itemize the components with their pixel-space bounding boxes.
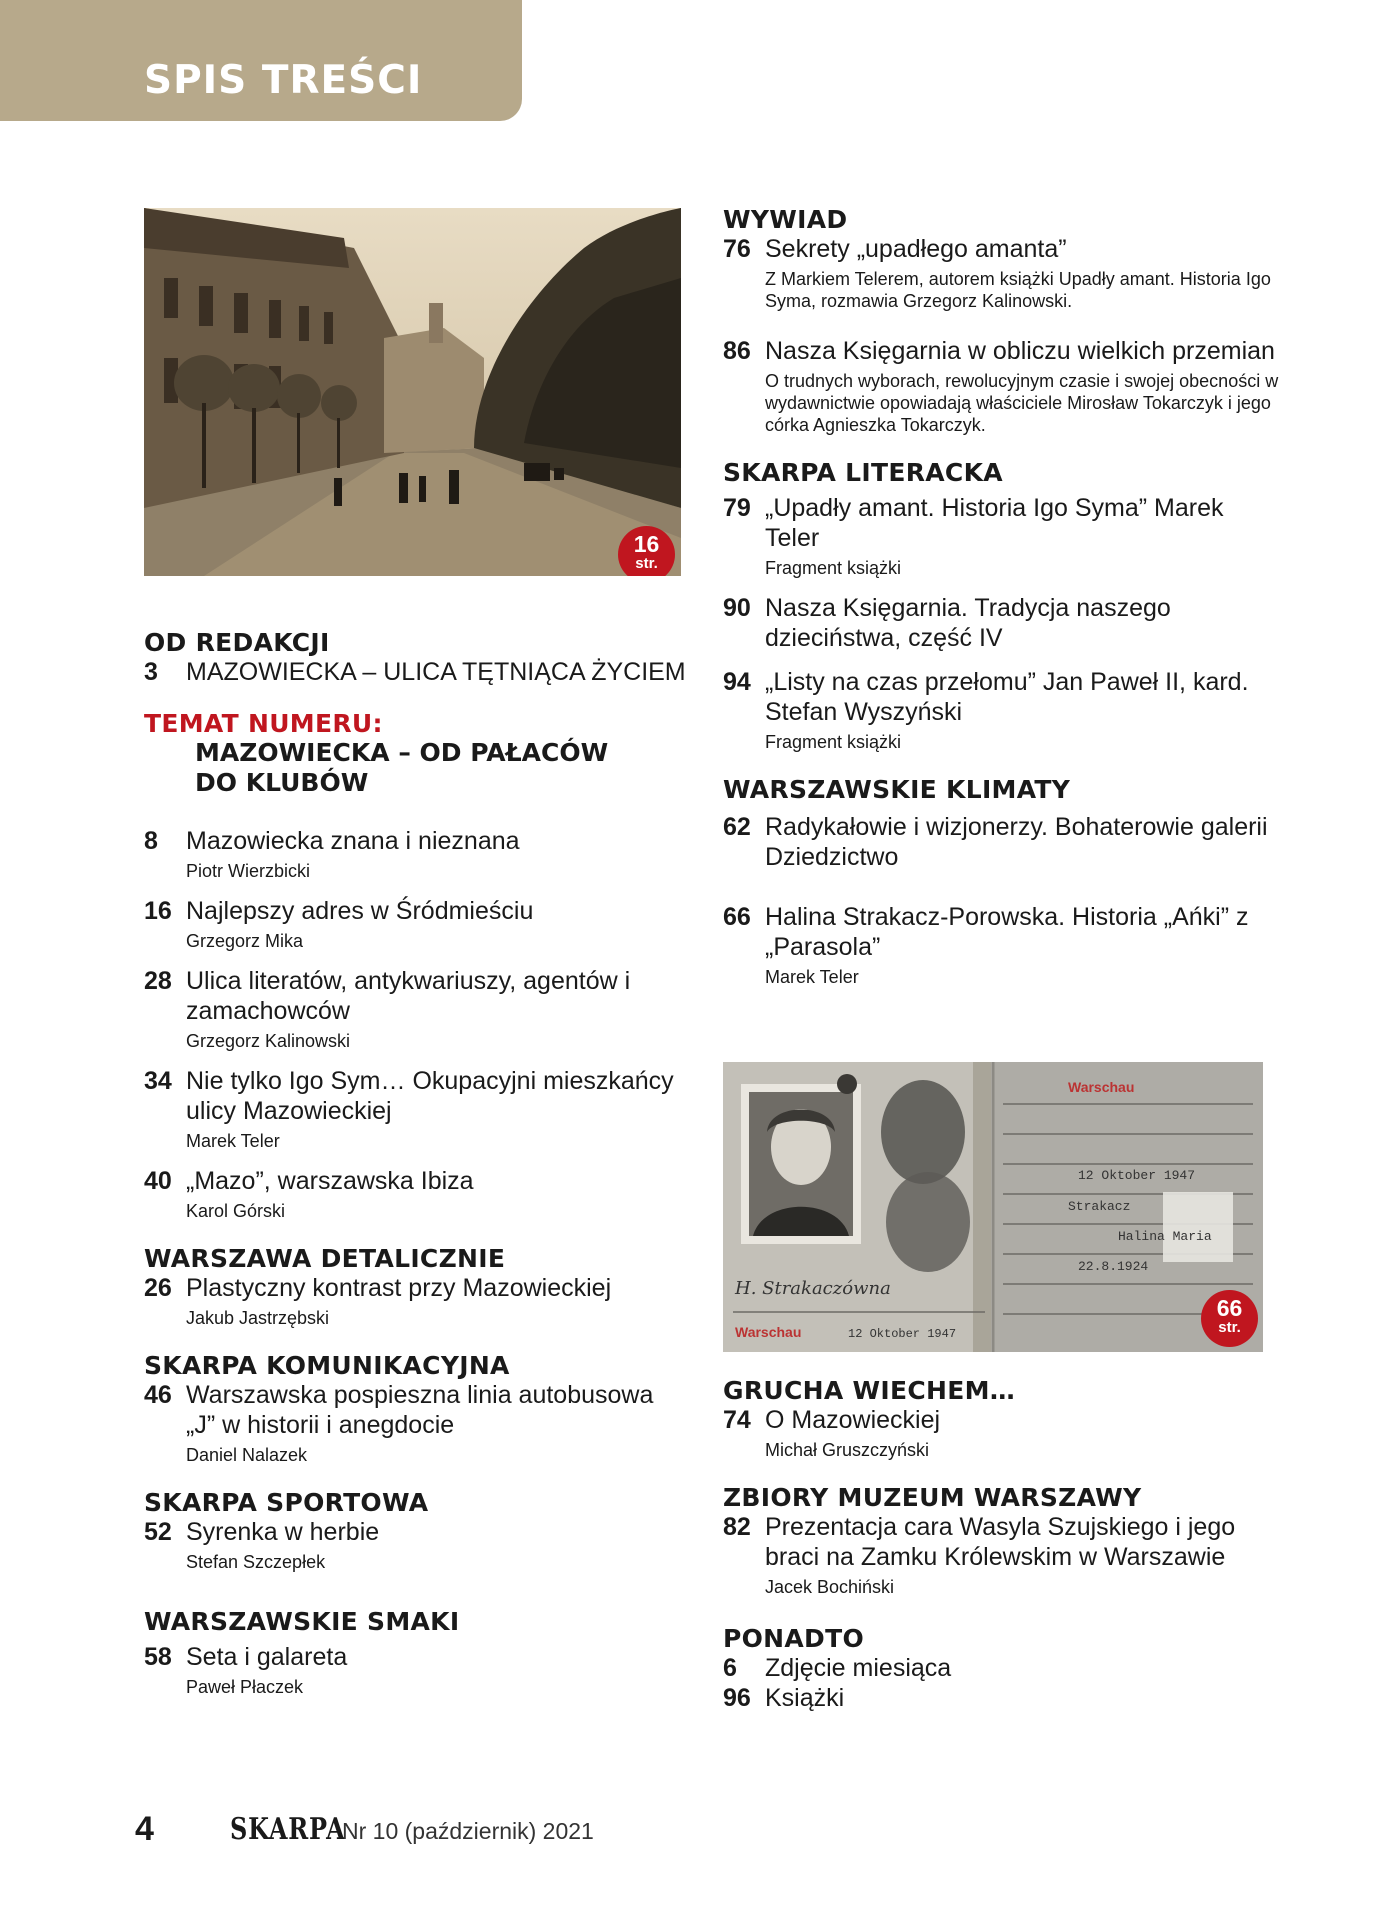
issue-info: Nr 10 (październik) 2021	[342, 1818, 594, 1844]
section-temat-numeru	[144, 709, 689, 1222]
entry-title: Warszawska pospieszna linia autobusowa „J” w historii i anegdocie	[186, 1381, 654, 1439]
doc-firstname: Halina Maria	[1118, 1229, 1212, 1244]
section-zbiory-muzeum	[723, 1483, 1283, 1598]
street-photo-image	[144, 208, 681, 576]
section-heading: WARSZAWA DETALICZNIE	[144, 1244, 506, 1273]
section-heading: PONADTO	[723, 1624, 865, 1653]
entry-page: 82	[723, 1513, 751, 1541]
section-ponadto	[723, 1624, 1283, 1713]
toc-entry[interactable]	[144, 966, 689, 1052]
entry-page: 28	[144, 967, 172, 995]
section-od-redakcji	[144, 628, 689, 687]
section-heading: SKARPA LITERACKA	[723, 458, 1003, 487]
entry-title: Nasza Księgarnia w obliczu wielkich przemian	[765, 337, 1275, 365]
id-document-image	[723, 1062, 1263, 1352]
entry-title: Prezentacja cara Wasyla Szujskiego i jego braci na Zamku Królewskim w Warszawie	[765, 1513, 1236, 1571]
section-warszawa-detalicznie	[144, 1244, 689, 1329]
toc-entry[interactable]	[144, 1517, 689, 1573]
section-wywiad	[723, 205, 1283, 436]
entry-author: Grzegorz Kalinowski	[186, 1031, 351, 1051]
entry-author: Paweł Płaczek	[186, 1677, 304, 1697]
toc-entry[interactable]	[723, 1683, 1283, 1713]
entry-title: Seta i galareta	[186, 1643, 348, 1671]
section-skarpa-sportowa	[144, 1488, 689, 1573]
toc-entry[interactable]	[723, 667, 1283, 753]
right-column-bottom	[723, 1376, 1283, 1713]
entry-title: Halina Strakacz-Porowska. Historia „Ańki” z „Parasola”	[765, 903, 1249, 961]
entry-title: Syrenka w herbie	[186, 1518, 380, 1546]
entry-title: Radykałowie i wizjonerzy. Bohaterowie galerii Dziedzictwo	[765, 813, 1268, 871]
entry-page: 52	[144, 1518, 172, 1546]
entry-page: 94	[723, 668, 751, 696]
section-subheading: DO KLUBÓW	[195, 768, 369, 797]
section-heading: SKARPA SPORTOWA	[144, 1488, 429, 1517]
entry-page: 46	[144, 1381, 172, 1409]
entry-author: Jakub Jastrzębski	[186, 1308, 330, 1328]
doc-date: 12 Oktober 1947	[1078, 1168, 1196, 1183]
section-grucha-wiechem	[723, 1376, 1283, 1461]
entry-description: Fragment książki	[765, 732, 902, 752]
entry-page: 40	[144, 1167, 172, 1195]
doc-surname: Strakacz	[1068, 1199, 1131, 1214]
section-heading: OD REDAKCJI	[144, 628, 330, 657]
entry-author: Jacek Bochiński	[765, 1577, 895, 1597]
entry-page: 8	[144, 827, 158, 855]
entry-title: Sekrety „upadłego amanta”	[765, 235, 1067, 263]
entry-page: 6	[723, 1654, 737, 1682]
entry-title: „Mazo”, warszawska Ibiza	[186, 1167, 474, 1195]
entry-page: 62	[723, 813, 751, 841]
badge-number: 16	[633, 531, 660, 557]
entry-title: Nie tylko Igo Sym… Okupacyjni mieszkańcy ulicy Mazowieckiej	[186, 1067, 674, 1125]
badge-number: 66	[1216, 1295, 1243, 1321]
street-photo	[144, 208, 681, 576]
right-column-top	[723, 205, 1283, 988]
entry-title: Nasza Księgarnia. Tradycja naszego dzieciństwa, część IV	[765, 594, 1171, 652]
entry-author: Daniel Nalazek	[186, 1445, 308, 1465]
entry-page: 96	[723, 1684, 751, 1712]
section-subheading: MAZOWIECKA – OD PAŁACÓW	[195, 738, 609, 767]
toc-entry[interactable]	[723, 902, 1283, 988]
page-number: 4	[135, 1810, 154, 1848]
entry-author: Karol Górski	[186, 1201, 286, 1221]
toc-entry[interactable]	[723, 336, 1283, 436]
toc-entry[interactable]	[723, 234, 1283, 312]
entry-title: „Listy na czas przełomu” Jan Paweł II, kard. Stefan Wyszyński	[765, 668, 1249, 726]
section-warszawskie-smaki	[144, 1607, 689, 1698]
header-tab	[0, 0, 522, 121]
entry-description: Fragment książki	[765, 558, 902, 578]
page-badge-16	[618, 526, 675, 576]
entry-title: O Mazowieckiej	[765, 1406, 941, 1434]
entry-author: Michał Gruszczyński	[765, 1440, 930, 1460]
toc-entry[interactable]	[144, 896, 689, 952]
section-heading: ZBIORY MUZEUM WARSZAWY	[723, 1483, 1142, 1512]
badge-label: str.	[635, 555, 658, 572]
doc-stamp-bottom: Warschau	[735, 1324, 802, 1340]
toc-entry[interactable]	[144, 657, 689, 687]
toc-entry[interactable]	[723, 1405, 1283, 1461]
magazine-logo: SKARPA	[230, 1812, 346, 1847]
entry-title: „Upadły amant. Historia Igo Syma” Marek Teler	[765, 494, 1224, 552]
entry-title: MAZOWIECKA – ULICA TĘTNIĄCA ŻYCIEM	[186, 658, 686, 686]
toc-entry[interactable]	[144, 1066, 689, 1152]
toc-entry[interactable]	[144, 1642, 689, 1698]
left-column	[144, 628, 689, 1698]
entry-page: 74	[723, 1406, 751, 1434]
doc-stamp: Warschau	[1068, 1079, 1135, 1095]
toc-entry[interactable]	[723, 812, 1283, 872]
toc-entry[interactable]	[723, 593, 1283, 653]
section-warszawskie-klimaty	[723, 775, 1283, 988]
entry-author: Piotr Wierzbicki	[186, 861, 311, 881]
toc-entry[interactable]	[723, 493, 1283, 579]
entry-author: Grzegorz Mika	[186, 931, 304, 951]
entry-page: 79	[723, 494, 751, 522]
entry-author: Stefan Szczepłek	[186, 1552, 326, 1572]
entry-title: Plastyczny kontrast przy Mazowieckiej	[186, 1274, 612, 1302]
entry-page: 76	[723, 235, 751, 263]
toc-entry[interactable]	[144, 826, 689, 882]
entry-page: 58	[144, 1643, 172, 1671]
doc-date-bottom: 12 Oktober 1947	[848, 1327, 957, 1341]
entry-title: Książki	[765, 1684, 845, 1712]
entry-page: 66	[723, 903, 751, 931]
entry-title: Zdjęcie miesiąca	[765, 1654, 952, 1682]
entry-page: 16	[144, 897, 172, 925]
entry-page: 3	[144, 658, 158, 686]
id-document-photo	[723, 1062, 1263, 1352]
toc-entry[interactable]	[144, 1166, 689, 1222]
section-heading: WYWIAD	[723, 205, 848, 234]
entry-page: 34	[144, 1067, 172, 1095]
entry-description: Z Markiem Telerem, autorem książki Upadły amant. Historia Igo Syma, rozmawia Grzegorz Kalinowski.	[765, 269, 1271, 311]
entry-author: Marek Teler	[186, 1131, 280, 1151]
entry-title: Najlepszy adres w Śródmieściu	[186, 897, 534, 925]
entry-description: O trudnych wyborach, rewolucyjnym czasie i swojej obecności w wydawnictwie opowiadają właściciele Mirosław Tokarczyk i jego córka Agnieszka Tokarczyk.	[765, 371, 1279, 435]
entry-page: 26	[144, 1274, 172, 1302]
toc-entry[interactable]	[723, 1512, 1283, 1598]
section-heading: SKARPA KOMUNIKACYJNA	[144, 1351, 510, 1380]
section-skarpa-komunikacyjna	[144, 1351, 689, 1466]
toc-entry[interactable]	[144, 1380, 689, 1466]
entry-description: Marek Teler	[765, 967, 859, 987]
badge-label: str.	[1218, 1319, 1241, 1336]
page-badge-66	[1201, 1290, 1258, 1347]
entry-title: Mazowiecka znana i nieznana	[186, 827, 520, 855]
section-skarpa-literacka	[723, 458, 1283, 753]
entry-page: 86	[723, 337, 751, 365]
page-title: SPIS TREŚCI	[144, 58, 423, 103]
entry-title: Ulica literatów, antykwariuszy, agentów i zamachowców	[186, 967, 631, 1025]
section-heading: WARSZAWSKIE KLIMATY	[723, 775, 1071, 804]
section-heading: GRUCHA WIECHEM…	[723, 1376, 1016, 1405]
toc-entry[interactable]	[723, 1653, 1283, 1683]
doc-birthdate: 22.8.1924	[1078, 1259, 1149, 1274]
toc-entry[interactable]	[144, 1273, 689, 1329]
section-heading: TEMAT NUMERU:	[144, 709, 383, 738]
section-heading: WARSZAWSKIE SMAKI	[144, 1607, 460, 1636]
entry-page: 90	[723, 594, 751, 622]
doc-signature: H. Strakaczówna	[735, 1278, 891, 1299]
